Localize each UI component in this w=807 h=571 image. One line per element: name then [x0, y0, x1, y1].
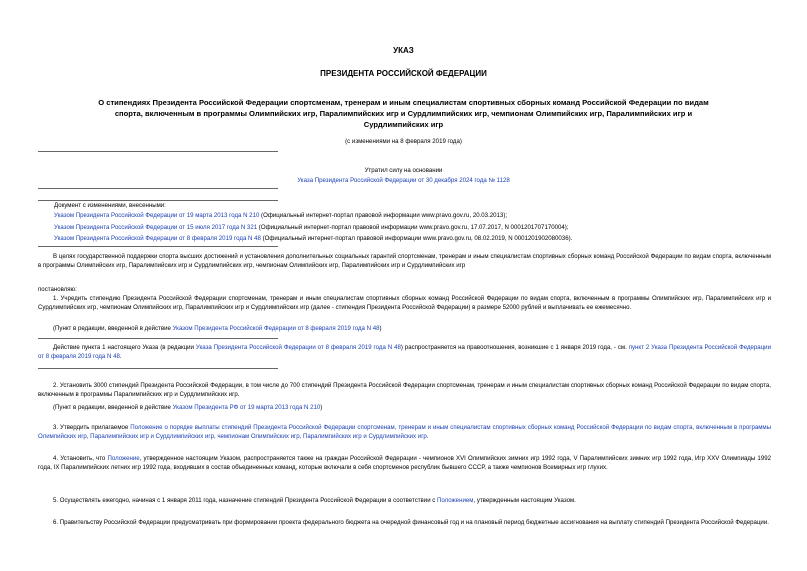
divider — [38, 200, 278, 201]
note-link[interactable]: Указом Президента РФ от 19 марта 2013 года N 210 — [172, 404, 321, 411]
divider — [38, 151, 278, 152]
issuer-title: ПРЕЗИДЕНТА РОССИЙСКОЙ ФЕДЕРАЦИИ — [320, 69, 487, 78]
preamble: В целях государственной поддержки спорта высших достижений и установления дополнительных социальных гарантий спортсменам, тренерам и иным специалистам спортивных сборных команд Российской Федерации по видам спорта, включенным в программы Олимпийских игр, Паралимпийских игр и Сурдлимпийских игр, чемпионам Олимпийских игр, Паралимпийских игр и Сурдлимпийских игр — [38, 253, 771, 269]
effect-link[interactable]: пункт 2 Указа Президента Российской Федерации от 8 февраля 2019 года N 48 — [38, 344, 771, 360]
effect-link[interactable]: Указа Президента Российской Федерации от 8 февраля 2019 года N 48 — [195, 344, 401, 351]
change-item — [54, 212, 507, 221]
subject-line: спорта, включенным в программы Олимпийских игр, Паралимпийских игр и Сурдлимпийских игр, чемпионам Олимпийских игр, Паралимпийских игр и — [114, 109, 693, 118]
note-text: ) — [320, 404, 323, 411]
divider — [38, 338, 278, 339]
p3-text: . — [426, 432, 429, 440]
regulation-link[interactable]: Положение — [107, 455, 140, 462]
decree-word: постановляю: — [38, 286, 77, 293]
change-item — [54, 224, 569, 233]
effect-text: Действие пункта 1 настоящего Указа (в редакции — [53, 344, 196, 351]
repeal-status: Утратил силу на основании — [364, 167, 443, 174]
note-text: (Пункт в редакции, введенной в действие — [53, 404, 173, 411]
change-link[interactable]: Указом Президента Российской Федерации от 15 июля 2017 года N 321 — [54, 224, 258, 231]
paragraph-2: 2. Установить 3000 стипендий Президента Российской Федерации, в том числе до 700 стипендий Президента Российской Федерации спортсменам, тренерам и иным специалистам спортивных сборных команд Российской Федерации по видам спорта, включенным в программы Паралимпийских игр и Сурдлимпийских игр. — [38, 382, 771, 398]
divider — [38, 188, 278, 189]
subject-line: О стипендиях Президента Российской Федерации спортсменам, тренерам и иным специалистам спортивных сборных команд Российской Федерации по видам — [98, 98, 709, 107]
note-text: ) — [379, 325, 382, 332]
change-source: (Официальный интернет-портал правовой информации www.pravo.gov.ru, 08.02.2019, N 0001201902080036). — [260, 235, 573, 242]
paragraph-1: 1. Учредить стипендию Президента Российской Федерации спортсменам, тренерам и иным специалистам спортивных сборных команд Российской Федерации по видам спорта, включенным в программы Олимпийских игр, Паралимпийских игр и Сурдлимпийских игр, чемпионам Олимпийских игр, Паралимпийских игр и Сурдлимпийских игр (далее - стипендия Президента Российской Федерации) в размере 52000 рублей и выплачивать ее ежемесячно. — [38, 295, 771, 311]
amendment-date: (с изменениями на 8 февраля 2019 года) — [345, 138, 462, 145]
change-item — [54, 235, 572, 244]
effect-text: ) распространяется на правоотношения, возникшие с 1 января 2019 года, - см. — [400, 344, 629, 351]
paragraph-3 — [38, 424, 771, 441]
divider — [38, 368, 278, 369]
note-link[interactable]: Указом Президента Российской Федерации от 8 февраля 2019 года N 48 — [172, 325, 380, 332]
paragraph-2-note — [53, 404, 322, 413]
change-source: (Официальный интернет-портал правовой информации www.pravo.gov.ru, 17.07.2017, N 0001201707170004); — [257, 224, 569, 231]
paragraph-4 — [38, 455, 771, 472]
regulation-link[interactable]: Положением — [437, 497, 474, 504]
change-source: (Официальный интернет-портал правовой информации www.pravo.gov.ru, 20.03.2013); — [259, 212, 508, 219]
paragraph-6: 6. Правительству Российской Федерации предусматривать при формировании проекта федерального бюджета на очередной финансовый год и на плановый период бюджетные ассигнования на выплату стипендий Президента Российской Федерации. — [53, 519, 769, 526]
doc-type-title: УКАЗ — [393, 46, 414, 55]
repeal-link[interactable]: Указа Президента Российской Федерации от 30 декабря 2024 года № 1128 — [297, 177, 510, 184]
p4-text: 4. Установить, что — [53, 455, 108, 462]
note-text: (Пункт в редакции, введенной в действие — [53, 325, 173, 332]
document-subject — [40, 97, 767, 130]
effect-text: . — [119, 352, 122, 360]
paragraph-1-effect — [38, 344, 771, 361]
changes-heading: Документ с изменениями, внесенными: — [54, 202, 166, 209]
paragraph-5 — [38, 497, 771, 506]
paragraph-1-note — [53, 325, 382, 334]
divider — [38, 246, 278, 247]
regulation-link[interactable]: Положение о порядке выплаты стипендий Президента Российской Федерации спортсменам, тренерам и иным специалистам спортивных сборных команд Российской Федерации по видам спорта, включенным в программы Олимпийских игр, Паралимпийских игр и Сурдлимпийских игр, чемпионам Олимпийских игр, Паралимпийских игр и Сурдлимпийских игр — [38, 424, 771, 440]
change-link[interactable]: Указом Президента Российской Федерации от 19 марта 2013 года N 210 — [54, 212, 260, 219]
p4-text: , утвержденное настоящим Указом, распространяется также на граждан Российской Федерации - чемпионов XVI Олимпийских зимних игр 1992 года, V Паралимпийских зимних игр 1992 года, Игр XXV Олимпиады 1992 года, IX Паралимпийских летних игр 1992 года, входивших в состав объединенных команд, которые включали в себя спортсменов республик бывшего СССР, а также чемпионов Всемирных игр глухих. — [38, 455, 771, 471]
p3-text: 3. Утвердить прилагаемое — [53, 424, 131, 431]
change-link[interactable]: Указом Президента Российской Федерации от 8 февраля 2019 года N 48 — [54, 235, 261, 242]
p5-text: 5. Осуществлять ежегодно, начиная с 1 января 2011 года, назначение стипендий Президента Российской Федерации в соответствии с — [53, 497, 438, 504]
p5-text: , утвержденным настоящим Указом. — [473, 497, 576, 504]
subject-line: Сурдлимпийских игр — [363, 120, 444, 129]
